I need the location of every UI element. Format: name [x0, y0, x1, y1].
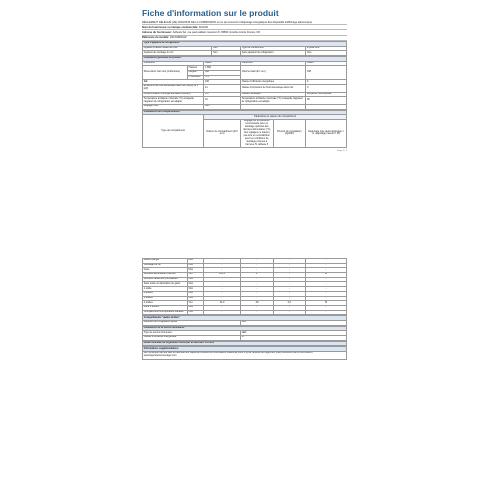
general-value: Non: [204, 104, 241, 109]
fast-freeze-value: Non: [240, 320, 346, 325]
compartment-cell: -: [306, 296, 347, 301]
supplier-address-label: Adresse du fournisseur:: [142, 30, 172, 34]
compartment-cell: Zone 2 étoiles: [143, 305, 188, 310]
general-value: 157: [204, 92, 241, 97]
compartment-cell: 191,0: [204, 273, 241, 278]
compartment-cell: -: [273, 259, 306, 264]
compartment-cell: Non: [187, 268, 203, 273]
compartment-cell: -: [240, 291, 273, 296]
table-row: [143, 310, 347, 315]
lighting-cell: Classe d'efficacité énergétique:: [143, 336, 241, 341]
compartment-cell: -: [204, 282, 241, 287]
general-param: Classe d'émissions de bruit acoustique dans l'air: [240, 85, 305, 93]
compartment-cell: -: [204, 305, 241, 310]
manufacturer-link[interactable]: www.fagorelectromenager.com: [143, 354, 177, 358]
compartment-cell: -: [204, 268, 241, 273]
gen-header-param-2: Paramètre: [240, 61, 305, 66]
type-cell: Autre appareil de réfrigération:: [240, 51, 305, 56]
type-cell: Non: [212, 51, 241, 56]
compartment-group-header: Paramètres et valeurs du compartiment: [204, 115, 347, 120]
table-row: [143, 51, 347, 56]
compartment-cell: 24,0: [204, 301, 241, 306]
four-star-table: [142, 315, 347, 325]
compartment-cell: -: [273, 277, 306, 282]
compartment-cell: -: [273, 287, 306, 292]
dim-width-label: Largeur: [187, 70, 203, 75]
total-volume-label: Volume total (dm³ ou l): [240, 66, 305, 80]
supplier-name-label: Nom du fournisseur ou marque commerciale:: [142, 25, 199, 29]
compartment-cell: Stockage du vin: [143, 263, 188, 268]
compartment-cell: Oui: [187, 273, 203, 278]
general-param: Consommation d'énergie annuelle (kWh/an): [143, 92, 204, 97]
compartment-cell: -: [240, 305, 273, 310]
type-cell: Non: [306, 51, 347, 56]
compartment-cell: -: [306, 277, 347, 282]
type-cell: Type de construction:: [240, 46, 305, 51]
general-param: Classe d'efficacité énergétique: [240, 80, 305, 85]
compartment-cell: -: [240, 296, 273, 301]
gen-header-value-1: Valeur: [204, 61, 241, 66]
additional-info-table: [142, 346, 347, 359]
general-value: 16: [204, 97, 241, 105]
compartment-cell: -: [273, 282, 306, 287]
table-row: [143, 85, 347, 93]
warranty-value: 24 mois: [205, 341, 214, 345]
compartment-cell: 4 étoiles: [143, 301, 188, 306]
document-title: Fiche d'information sur le produit: [142, 8, 279, 18]
total-volume-value: 238: [306, 66, 347, 80]
table-row: [143, 97, 347, 105]
model-reference: FSFN186DLW: [169, 36, 187, 40]
general-value: tempérée, subtropicale: [306, 92, 347, 97]
type-cell: Appareil de stockage du vin:: [143, 51, 212, 56]
general-param: Classe climatique:: [240, 92, 305, 97]
additional-info-text: [143, 352, 347, 360]
compartment-cell: 4: [240, 273, 273, 278]
compartment-cell: 3 étoiles: [143, 296, 188, 301]
table-row: [143, 336, 347, 341]
supplier-address: Ádhesis SA, rue paul-vaillant couturier ZI, 95800 Jonville-Comte France, FR: [172, 30, 260, 34]
gen-header-param-1: Paramètre: [143, 61, 204, 66]
dimensions-label: Dimensions hors tout (millimètres): [143, 66, 188, 80]
dim-depth-value: 575: [204, 75, 241, 80]
compartment-cell: Non: [187, 263, 203, 268]
general-value: F: [306, 80, 347, 85]
dim-width-value: 596: [204, 70, 241, 75]
appliance-type-table: [142, 41, 347, 56]
general-param: Température ambiante maximale (°C) à laquelle l'appareil de réfrigération est adapté: [240, 97, 305, 105]
compartment-cell: -: [306, 282, 347, 287]
regulation-text: RÈGLEMENT DÉLÉGUÉ (UE) 2019/2016 DE LA COMMISSION en ce qui concerne l'étiquetage énergétique des dispositifs d'affichage électronique: [142, 20, 347, 25]
warranty-label: Durée minimale de la garantie offerte par le fabricant:: [143, 341, 205, 345]
compartment-cell: -: [204, 310, 241, 315]
compartment-cell: 2 étoiles: [143, 291, 188, 296]
page-1: [142, 8, 347, 152]
warranty-row: [143, 341, 347, 346]
compartment-cell: -: [273, 268, 306, 273]
compartment-cell: -: [240, 310, 273, 315]
compartment-freeze-header: Pouvoir de congélation (kg/24h): [273, 119, 306, 147]
compartment-defrost-header: Dégivrage type (auto-dégivrage = A, dégivrage manuel = M): [306, 119, 347, 147]
general-parameters-table: [142, 56, 347, 110]
compartment-cell: Oui: [187, 301, 203, 306]
compartment-cell: Garde-manger: [143, 259, 188, 264]
general-param: IEE: [143, 80, 204, 85]
compartment-cell: -: [273, 263, 306, 268]
compartment-cell: -: [306, 291, 347, 296]
compartment-cell: -: [240, 268, 273, 273]
compartment-cell: -: [306, 259, 347, 264]
compartment-cell: -: [204, 296, 241, 301]
compartment-cell: Non: [187, 310, 203, 315]
lighting-cell: G: [240, 336, 346, 341]
compartment-cell: -: [273, 291, 306, 296]
type-cell: Non: [212, 46, 241, 51]
general-param: Émissions de bruit acoustique dans l'air (dB(A) re 1 pW): [143, 85, 204, 93]
compartment-cell: -: [204, 263, 241, 268]
compartment-cell: Non: [187, 305, 203, 310]
compartment-cell: -: [306, 268, 347, 273]
compartment-cell: -: [204, 277, 241, 282]
general-param: Réglage hiver: [143, 104, 204, 109]
general-section-title: Paramètres généraux du produit:: [143, 56, 347, 61]
fast-freeze-label: Dispositif de congélation rapide: [143, 320, 241, 325]
supplier-name: FAGOR: [198, 25, 208, 29]
dim-depth-label: Profondeur: [187, 75, 203, 80]
compartment-cell: 2,0: [273, 301, 306, 306]
compartment-cell: Non: [187, 296, 203, 301]
lighting-cell: LED: [240, 331, 346, 336]
compartment-cell: -: [240, 287, 273, 292]
compartment-cell: M: [306, 301, 347, 306]
page-number: Page 1 / 2: [337, 149, 347, 152]
compartment-temp-header: Réglage de température recommandé pour un stockage optimisé des denrées alimentaires (°C) Ces réglages ne doivent pas être en contradiction avec les conditions de stockage prévues à l'annexe IV, tableau 3: [240, 119, 273, 147]
compartment-cell: Cave: [143, 268, 188, 273]
dim-height-value: 1 860: [204, 66, 241, 71]
compartment-cell: -: [306, 305, 347, 310]
compartment-cell: -: [273, 310, 306, 315]
compartment-cell: -: [273, 296, 306, 301]
compartment-cell: -: [240, 259, 273, 264]
page-2: [142, 258, 347, 360]
lighting-cell: Type de source lumineuse:: [143, 331, 241, 336]
table-row: [143, 104, 347, 109]
general-value: 41: [204, 85, 241, 93]
compartments-section-title: Paramètres des compartiments:: [143, 110, 347, 115]
compartment-cell: -: [273, 305, 306, 310]
compartment-cell: Denrées hautement périssables: [143, 277, 188, 282]
compartment-cell: -: [204, 259, 241, 264]
lighting-section: Paramètres de la source lumineuse:: [143, 326, 347, 331]
compartment-cell: Compartiment à température variable: [143, 310, 188, 315]
general-value: [306, 104, 347, 109]
general-param: [240, 104, 305, 109]
compartment-cell: Denrées alimentaires fraîches: [143, 273, 188, 278]
model-label: Référence du modèle:: [142, 36, 170, 40]
compartment-cell: Non: [187, 277, 203, 282]
general-value: C: [306, 85, 347, 93]
compartment-cell: M: [306, 273, 347, 278]
compartment-cell: -: [240, 277, 273, 282]
additional-info-section: Informations supplémentaires:: [143, 347, 347, 352]
compartment-cell: -: [273, 273, 306, 278]
type-cell: à pose libre: [306, 46, 347, 51]
compartment-cell: -: [240, 282, 273, 287]
compartment-cell: -: [306, 263, 347, 268]
compartment-cell: -: [306, 310, 347, 315]
compartment-cell: Sans étoile ou fabrication de glace: [143, 282, 188, 287]
compartment-cell: -: [204, 287, 241, 292]
type-cell: Appareil à faible niveau de bruit:: [143, 46, 212, 51]
general-value: 100: [204, 80, 241, 85]
compartment-cell: Non: [187, 259, 203, 264]
compartments-table-header: [142, 110, 347, 148]
compartment-cell: -: [240, 263, 273, 268]
compartment-cell: Non: [187, 287, 203, 292]
compartment-cell: 1 étoile: [143, 287, 188, 292]
compartment-volume-header: Volume du compartiment (dm³ ou l): [204, 119, 241, 147]
compartment-type-header: Type de compartiment: [143, 115, 204, 148]
appliance-type-section: Type d'appareil de réfrigération:: [143, 41, 347, 46]
compartment-cell: Non: [187, 291, 203, 296]
additional-info-body: Lien renvoyant au site web du fabricant sur lequel se trouvent les informations visées au point 4 a) de l'annexe du règlement (UE) 2019/2019 de la Commission:: [143, 351, 314, 355]
compartment-cell: -18: [240, 301, 273, 306]
general-param: Température ambiante minimale (°C) à laquelle l'appareil de réfrigération est adapté: [143, 97, 204, 105]
gen-header-value-2: Valeur: [306, 61, 347, 66]
lighting-table: [142, 326, 347, 341]
compartment-cell: -: [204, 291, 241, 296]
general-value: 38: [306, 97, 347, 105]
dim-height-label: Hauteur: [187, 66, 203, 71]
four-star-section: Compartiments "quatre étoiles": [143, 316, 347, 321]
compartment-cell: -: [306, 287, 347, 292]
compartments-table: [142, 258, 347, 315]
compartment-cell: Non: [187, 282, 203, 287]
